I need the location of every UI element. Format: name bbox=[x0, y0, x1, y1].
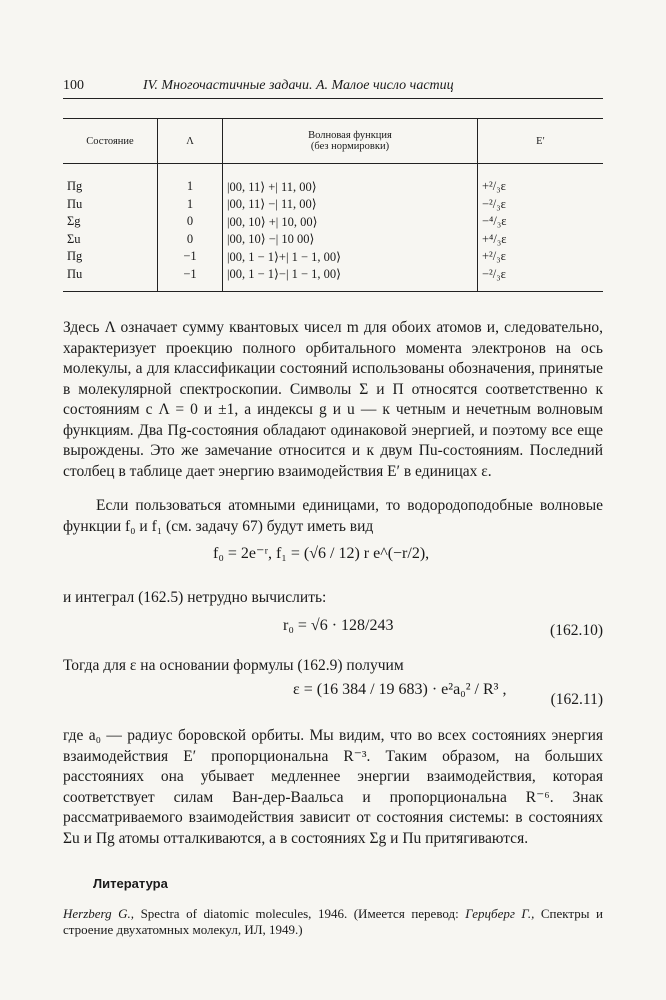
ref-author-cyrillic: Герцберг Г., bbox=[465, 906, 535, 921]
cell-wave: |00, 10⟩ +| 10, 00⟩ bbox=[223, 213, 478, 231]
paragraph-integral: и интеграл (162.5) нетрудно вычислить: bbox=[63, 589, 327, 606]
page-number: 100 bbox=[63, 78, 84, 93]
cell-state: Πu bbox=[67, 266, 83, 281]
cell-lambda: 0 bbox=[158, 231, 223, 249]
cell-wave: |00, 11⟩ +| 11, 00⟩ bbox=[223, 164, 478, 196]
paragraph-definitions: Здесь Λ означает сумму квантовых чисел m для обоих атомов и, следовательно, характеризует проекцию полного орбитального момента электронов на ось молекулы, а для классификации состояний использованы обозначения, принятые в молекулярной спектроскопии. Символы Σ и Π относятся соответственно к состояниям с Λ = 0 и ±1, а индексы g и u — к четным и нечетным волновым функциям. Два Πg-состояния обладают одинаковой энергией, и поэтому все еще вырождены. Это же замечание относится и к двум Πu-состояниям. Последний столбец в таблице дает энергию взаимодействия E′ в единицах ε. bbox=[63, 319, 603, 480]
paragraph-epsilon: Тогда для ε на основании формулы (162.9) получим bbox=[63, 657, 404, 674]
literature-reference bbox=[63, 906, 603, 938]
cell-state: Σg bbox=[67, 214, 81, 229]
table-row bbox=[63, 164, 603, 196]
cell-lambda: 1 bbox=[158, 164, 223, 196]
table-row bbox=[63, 231, 603, 249]
equation-number: (162.10) bbox=[550, 622, 603, 639]
header-wave-line2: (без нормировки) bbox=[310, 141, 390, 152]
cell-energy: +²/₃ε bbox=[478, 248, 604, 266]
running-title: IV. Многочастичные задачи. А. Малое число частиц bbox=[143, 78, 454, 93]
cell-wave: |00, 1 − 1⟩−| 1 − 1, 00⟩ bbox=[223, 266, 478, 292]
paragraph-conclusion: где a₀ — радиус боровской орбиты. Мы видим, что во всех состояниях энергия взаимодействия E′ пропорциональна R⁻³. Таким образом, на больших расстояниях она убывает медленнее энергии взаимодействия, которая соответствует силам Ван-дер-Ваальса и пропорциональна R⁻⁶. Знак рассматриваемого взаимодействия зависит от состояния системы: в состояниях Σu и Πg атомы отталкиваются, а в состояниях Σg и Πu притягиваются. bbox=[63, 727, 603, 847]
cell-lambda: 1 bbox=[158, 196, 223, 214]
cell-wave: |00, 1 − 1⟩+| 1 − 1, 00⟩ bbox=[223, 248, 478, 266]
cell-state: Πu bbox=[67, 196, 83, 211]
header-state: Состояние bbox=[63, 119, 158, 164]
literature-heading: Литература bbox=[93, 876, 168, 891]
book-page bbox=[63, 76, 603, 937]
table-row bbox=[63, 248, 603, 266]
cell-state: Πg bbox=[67, 179, 83, 194]
table-row bbox=[63, 196, 603, 214]
header-energy: E′ bbox=[478, 119, 604, 164]
cell-state: Πg bbox=[67, 249, 83, 264]
cell-wave: |00, 10⟩ −| 10 00⟩ bbox=[223, 231, 478, 249]
formula-wavefunctions: f₀ = 2e⁻ʳ, f₁ = (√6 / 12) r e^(−r/2), bbox=[213, 545, 430, 562]
formula-epsilon: ε = (16 384 / 19 683) · e²a₀² / R³ , bbox=[293, 681, 507, 698]
cell-state: Σu bbox=[67, 231, 81, 246]
cell-energy: −²/₃ε bbox=[478, 196, 604, 214]
cell-energy: +²/₃ε bbox=[478, 164, 604, 196]
cell-lambda: 0 bbox=[158, 213, 223, 231]
ref-text-2: Спектры и строение двухатомных молекул, ИЛ, 1949.) bbox=[63, 906, 603, 937]
states-table bbox=[63, 118, 603, 292]
formula-r0: r₀ = √6 · 128/243 bbox=[283, 617, 394, 634]
page-header bbox=[63, 76, 603, 99]
header-lambda: Λ bbox=[158, 119, 223, 164]
cell-lambda: −1 bbox=[158, 248, 223, 266]
cell-energy: +⁴/₃ε bbox=[478, 231, 604, 249]
ref-text-1: Spectra of diatomic molecules, 1946. (Имеется перевод: bbox=[134, 906, 466, 921]
table-row bbox=[63, 266, 603, 292]
paragraph-atomic-units: Если пользоваться атомными единицами, то водородоподобные волновые функции f₀ и f₁ (см. задачу 67) будут иметь вид bbox=[63, 497, 603, 535]
cell-energy: −⁴/₃ε bbox=[478, 213, 604, 231]
table-row bbox=[63, 213, 603, 231]
cell-energy: −²/₃ε bbox=[478, 266, 604, 292]
header-wavefunction bbox=[223, 119, 478, 164]
cell-wave: |00, 11⟩ −| 11, 00⟩ bbox=[223, 196, 478, 214]
ref-author-latin: Herzberg G., bbox=[63, 906, 135, 921]
equation-number: (162.11) bbox=[550, 691, 603, 708]
header-wave-line1: Волновая функция bbox=[308, 130, 392, 141]
cell-lambda: −1 bbox=[158, 266, 223, 292]
